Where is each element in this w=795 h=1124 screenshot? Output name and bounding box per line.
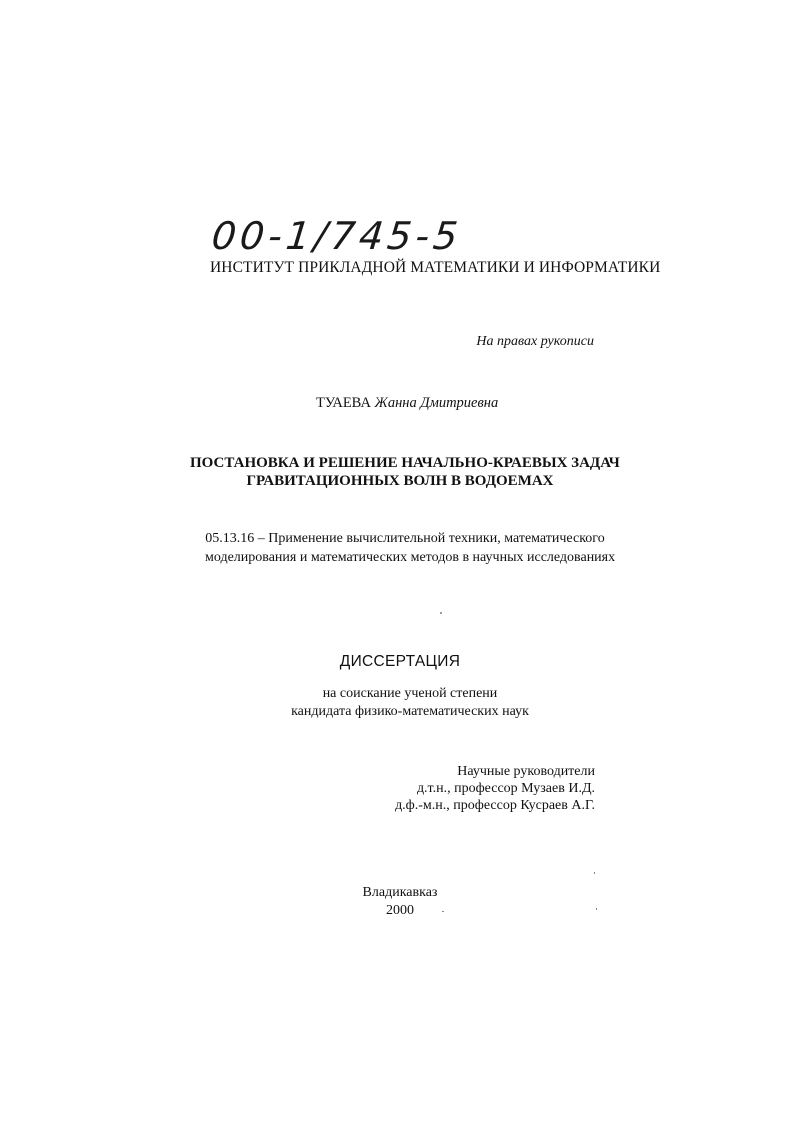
city: Владикавказ xyxy=(362,885,438,900)
author-surname: ТУАЕВА xyxy=(316,395,371,411)
title-line: ГРАВИТАЦИОННЫХ ВОЛН В ВОДОЕМАХ xyxy=(246,473,554,489)
specialty-code xyxy=(205,529,616,567)
supervisors-block xyxy=(395,763,595,814)
author-given-names: Жанна Дмитриевна xyxy=(374,395,499,411)
institute-name: ИНСТИТУТ ПРИКЛАДНОЙ МАТЕМАТИКИ И ИНФОРМАТИКИ xyxy=(210,259,661,276)
title-line: ПОСТАНОВКА И РЕШЕНИЕ НАЧАЛЬНО-КРАЕВЫХ ЗАДАЧ xyxy=(190,455,620,471)
scan-speck xyxy=(440,612,442,614)
supervisors-heading: Научные руководители xyxy=(457,764,595,779)
specialty-line: моделирования и математических методов в научных исследованиях xyxy=(205,550,616,565)
specialty-line: 05.13.16 – Применение вычислительной техники, математического xyxy=(205,531,605,546)
scan-speck xyxy=(596,908,597,910)
dissertation-title xyxy=(190,454,620,490)
scan-speck xyxy=(594,872,595,874)
author-name xyxy=(316,395,498,412)
handwritten-archive-number: 00-1/745-5 xyxy=(209,214,464,258)
supervisor-entry: д.ф.-м.н., профессор Кусраев А.Г. xyxy=(395,798,595,813)
document-type: ДИССЕРТАЦИЯ xyxy=(339,653,461,670)
supervisor-entry: д.т.н., профессор Музаев И.Д. xyxy=(416,781,595,796)
degree-line: на соискание ученой степени xyxy=(322,686,498,701)
scan-speck xyxy=(442,911,444,912)
place-and-year xyxy=(300,884,500,920)
degree-line: кандидата физико-математических наук xyxy=(291,704,529,719)
rights-note: На правах рукописи xyxy=(476,334,594,349)
degree-statement xyxy=(260,685,560,721)
year: 2000 xyxy=(386,903,414,918)
